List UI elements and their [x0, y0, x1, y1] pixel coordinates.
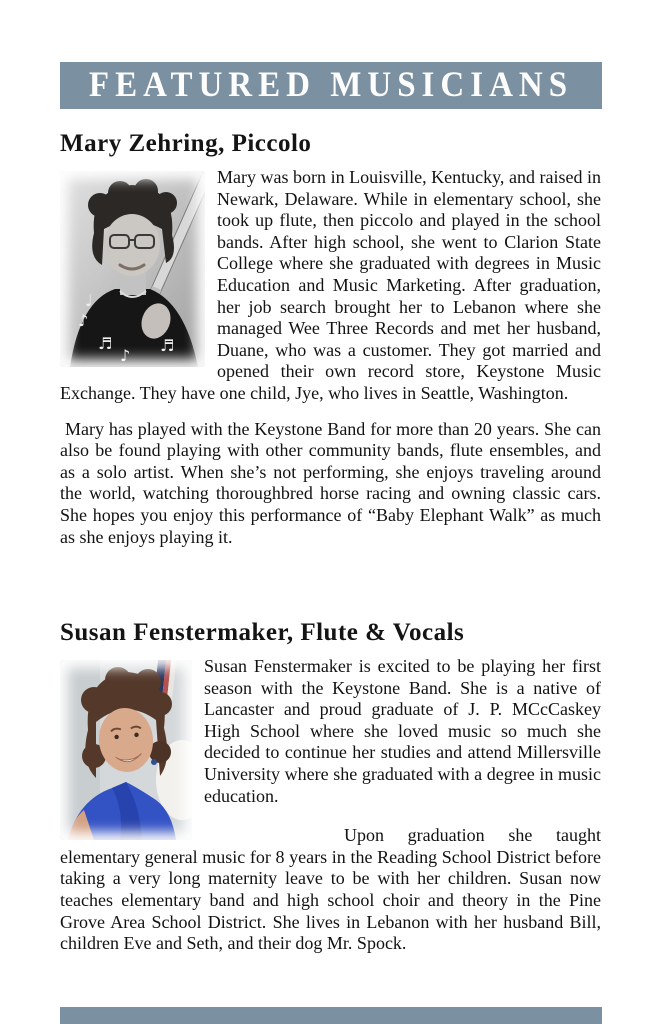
svg-text:♬: ♬	[98, 334, 113, 353]
mary-zehring-photo	[60, 171, 205, 367]
musician-heading-mary: Mary Zehring, Piccolo	[60, 130, 312, 157]
svg-text:♬: ♬	[160, 336, 175, 355]
svg-text:♪: ♪	[120, 346, 131, 365]
mary-bio-block	[60, 167, 601, 405]
header-bar	[60, 62, 602, 109]
mary-portrait-graphic	[60, 171, 205, 367]
page-title: FEATURED MUSICIANS	[88, 65, 574, 105]
musician-section-susan	[0, 619, 663, 955]
mary-paragraph-2: Mary has played with the Keystone Band for more than 20 years. She can also be found playing with other community bands, flute ensembles, and as a solo artist. When she’s not performing, she enjoys traveling around the world, watching thoroughbred horse racing and owning classic cars. She hopes you enjoy this performance of “Baby Elephant Walk” as much as she enjoys playing it.	[60, 418, 601, 547]
susan-paragraph-2: Upon graduation she taught elementary general music for 8 years in the Reading School District before taking a very long maternity leave to be with her children. Susan now teaches elementary band and high school choir and theory in the Pine Grove Area School District. She lives in Lebanon with her husband Bill, children Eve and Seth, and their dog Mr. Spock.	[60, 825, 601, 954]
footer-bar	[60, 1007, 602, 1024]
musician-section-mary	[0, 130, 663, 548]
mary-paragraph-1: Mary was born in Louisville, Kentucky, and raised in Newark, Delaware. While in elementary school, she took up flute, then piccolo and played in the school bands. After high school, she went to Clarion State College where she graduated with degrees in Music Education and Music Marketing. After graduation, her job search brought her to Lebanon where she managed Wee Three Records and met her husband, Duane, who was a customer. They got married and opened their own record store, Keystone Music Exchange. They have one child, Jye, who lives in Seattle, Washington.	[60, 167, 601, 403]
section-spacer	[0, 548, 663, 598]
susan-fenstermaker-photo	[60, 660, 192, 840]
susan-portrait-graphic	[60, 660, 192, 840]
susan-paragraph-1: Susan Fenstermaker is excited to be playing her first season with the Keystone Band. She is a native of Lancaster and proud graduate of J. P. MCcCaskey High School where she loved music so much she decided to continue her studies and attend Millersville University where she graduated with a degree in music education.	[204, 656, 601, 806]
svg-text:♩: ♩	[85, 291, 93, 310]
susan-bio-block	[60, 656, 601, 807]
musician-heading-susan: Susan Fenstermaker, Flute & Vocals	[60, 619, 465, 647]
svg-text:♪: ♪	[78, 311, 89, 330]
